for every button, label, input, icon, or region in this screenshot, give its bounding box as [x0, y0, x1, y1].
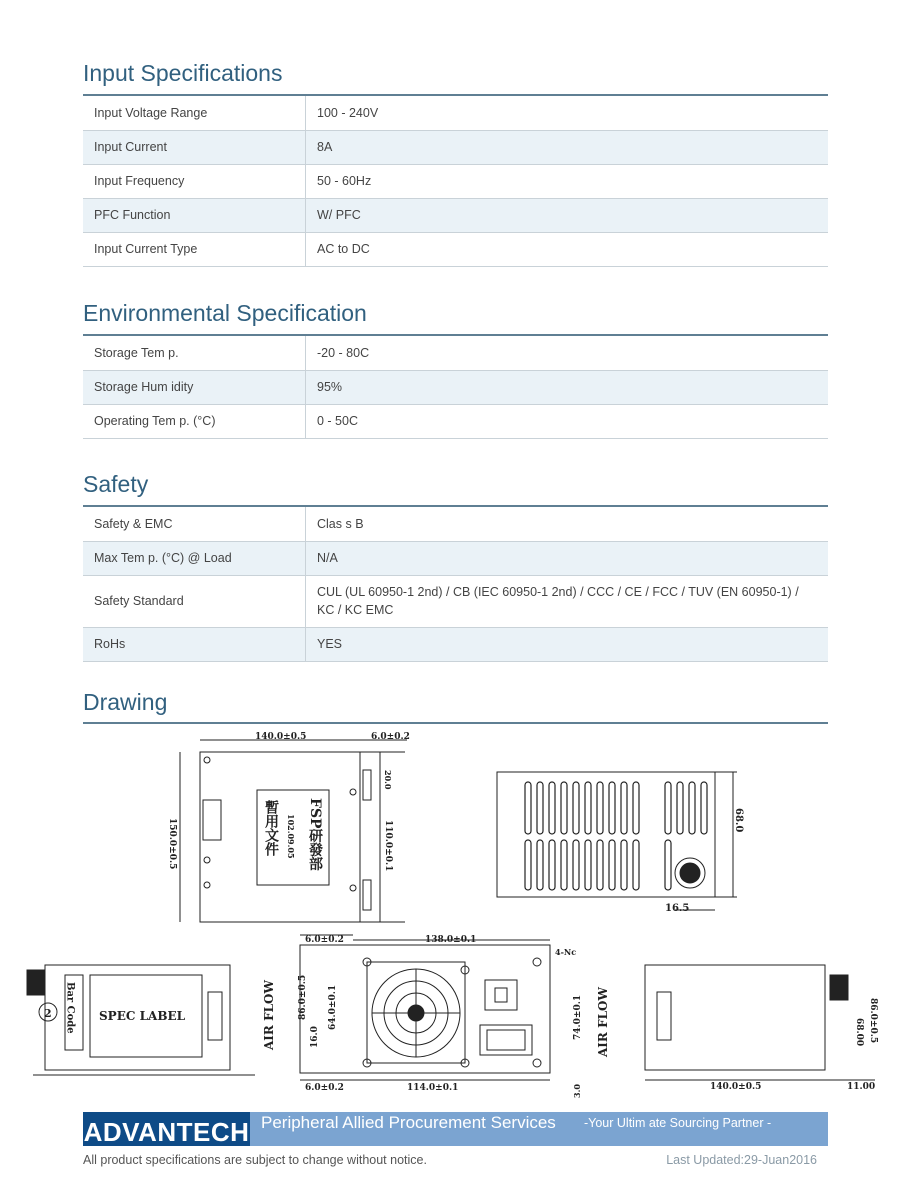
table-row — [83, 336, 828, 370]
table-row — [83, 404, 828, 438]
spec-label: Input Current — [83, 130, 306, 164]
spec-value: 0 - 50C — [306, 404, 829, 438]
spec-value: Clas s B — [306, 507, 829, 541]
top-offset-label: 6.0±0.2 — [371, 732, 410, 742]
stamp-line1: FSP研發部 — [307, 798, 323, 871]
spec-value: W/ PFC — [306, 198, 829, 232]
stamp-line3: 暫用文件 — [263, 800, 279, 856]
spec-value: 100 - 240V — [306, 96, 829, 130]
spec-label: Safety Standard — [83, 575, 306, 627]
spec-value: CUL (UL 60950-1 2nd) / CB (IEC 60950-1 2nd) / CCC / CE / FCC / TUV (EN 60950-1) / KC / KC EMC — [306, 575, 829, 627]
spec-value: 8A — [306, 130, 829, 164]
table-row — [83, 198, 828, 232]
front-span-label: 138.0±0.1 — [425, 935, 477, 945]
footer-tagline: -Your Ultim ate Sourcing Partner - — [584, 1116, 772, 1130]
spec-label: RoHs — [83, 627, 306, 661]
top-inner-label: 110.0±0.1 — [383, 820, 393, 872]
table-row — [83, 575, 828, 627]
right-h1-label: 68.00 — [854, 1018, 864, 1047]
spec-value: N/A — [306, 541, 829, 575]
psu-mechanical-drawing — [15, 730, 885, 1100]
front-h3-label: 16.0 — [310, 1026, 320, 1048]
side-height-label: 68.0 — [733, 808, 744, 833]
top-width-label: 140.0±0.5 — [255, 732, 307, 742]
section-divider — [83, 722, 828, 724]
right-side-view — [645, 965, 878, 1092]
safety-table — [83, 507, 828, 662]
table-row — [83, 507, 828, 541]
front-holes-label: 4-Nc — [555, 947, 577, 957]
label-side-view — [27, 965, 276, 1075]
circle-number: 2 — [44, 1007, 52, 1020]
top-view — [167, 732, 410, 922]
table-row — [83, 232, 828, 266]
stamp-line2: 102.09.05 — [286, 814, 296, 859]
spec-label: PFC Function — [83, 198, 306, 232]
spec-label: Storage Tem p. — [83, 336, 306, 370]
spec-label: Input Voltage Range — [83, 96, 306, 130]
side-view — [497, 772, 744, 914]
front-view — [298, 935, 610, 1098]
safety-title: Safety — [83, 471, 149, 497]
drawing-title: Drawing — [83, 689, 168, 715]
spec-label: Safety & EMC — [83, 507, 306, 541]
spec-label: Input Current Type — [83, 232, 306, 266]
front-small-label: 3.0 — [572, 1084, 582, 1098]
table-row — [83, 370, 828, 404]
spec-label: Input Frequency — [83, 164, 306, 198]
side-fan-label: 16.5 — [665, 903, 690, 914]
front-h2-label: 64.0±0.1 — [328, 984, 338, 1030]
spec-label: Max Tem p. (°C) @ Load — [83, 541, 306, 575]
air-flow-right: AIR FLOW — [596, 987, 610, 1057]
table-row — [83, 130, 828, 164]
front-h1-label: 86.0±0.5 — [298, 974, 308, 1020]
spec-label: Operating Tem p. (°C) — [83, 404, 306, 438]
environmental-title: Environmental Specification — [83, 300, 367, 326]
right-h2-label: 86.0±0.5 — [868, 998, 878, 1044]
spec-label-text: SPEC LABEL — [99, 1009, 186, 1023]
spec-value: 95% — [306, 370, 829, 404]
spec-value: -20 - 80C — [306, 336, 829, 370]
right-width-label: 140.0±0.5 — [710, 1082, 762, 1092]
right-tail-label: 11.00 — [847, 1082, 876, 1092]
spec-value: AC to DC — [306, 232, 829, 266]
front-offset-label: 6.0±0.2 — [305, 935, 344, 945]
top-small-label: 20.0 — [383, 770, 393, 790]
spec-value: YES — [306, 627, 829, 661]
disclaimer-text: All product specifications are subject to change without notice. — [83, 1153, 427, 1167]
input-specs-table — [83, 96, 828, 267]
advantech-logo: ADVANTECH — [83, 1112, 250, 1146]
bar-code-label: Bar Code — [64, 982, 76, 1034]
front-h4-label: 74.0±0.1 — [573, 994, 583, 1040]
table-row — [83, 541, 828, 575]
last-updated: Last Updated:29-Juan2016 — [666, 1153, 817, 1167]
table-row — [83, 627, 828, 661]
spec-value: 50 - 60Hz — [306, 164, 829, 198]
footer-title: Peripheral Allied Procurement Services — [261, 1113, 556, 1132]
table-row — [83, 164, 828, 198]
table-row — [83, 96, 828, 130]
top-height-label: 150.0±0.5 — [167, 818, 177, 870]
spec-label: Storage Hum idity — [83, 370, 306, 404]
front-bottom-offset-label: 6.0±0.2 — [305, 1083, 344, 1093]
air-flow-left: AIR FLOW — [262, 980, 276, 1050]
environmental-table — [83, 336, 828, 439]
input-specs-title: Input Specifications — [83, 60, 283, 86]
front-bottom-span-label: 114.0±0.1 — [407, 1083, 459, 1093]
